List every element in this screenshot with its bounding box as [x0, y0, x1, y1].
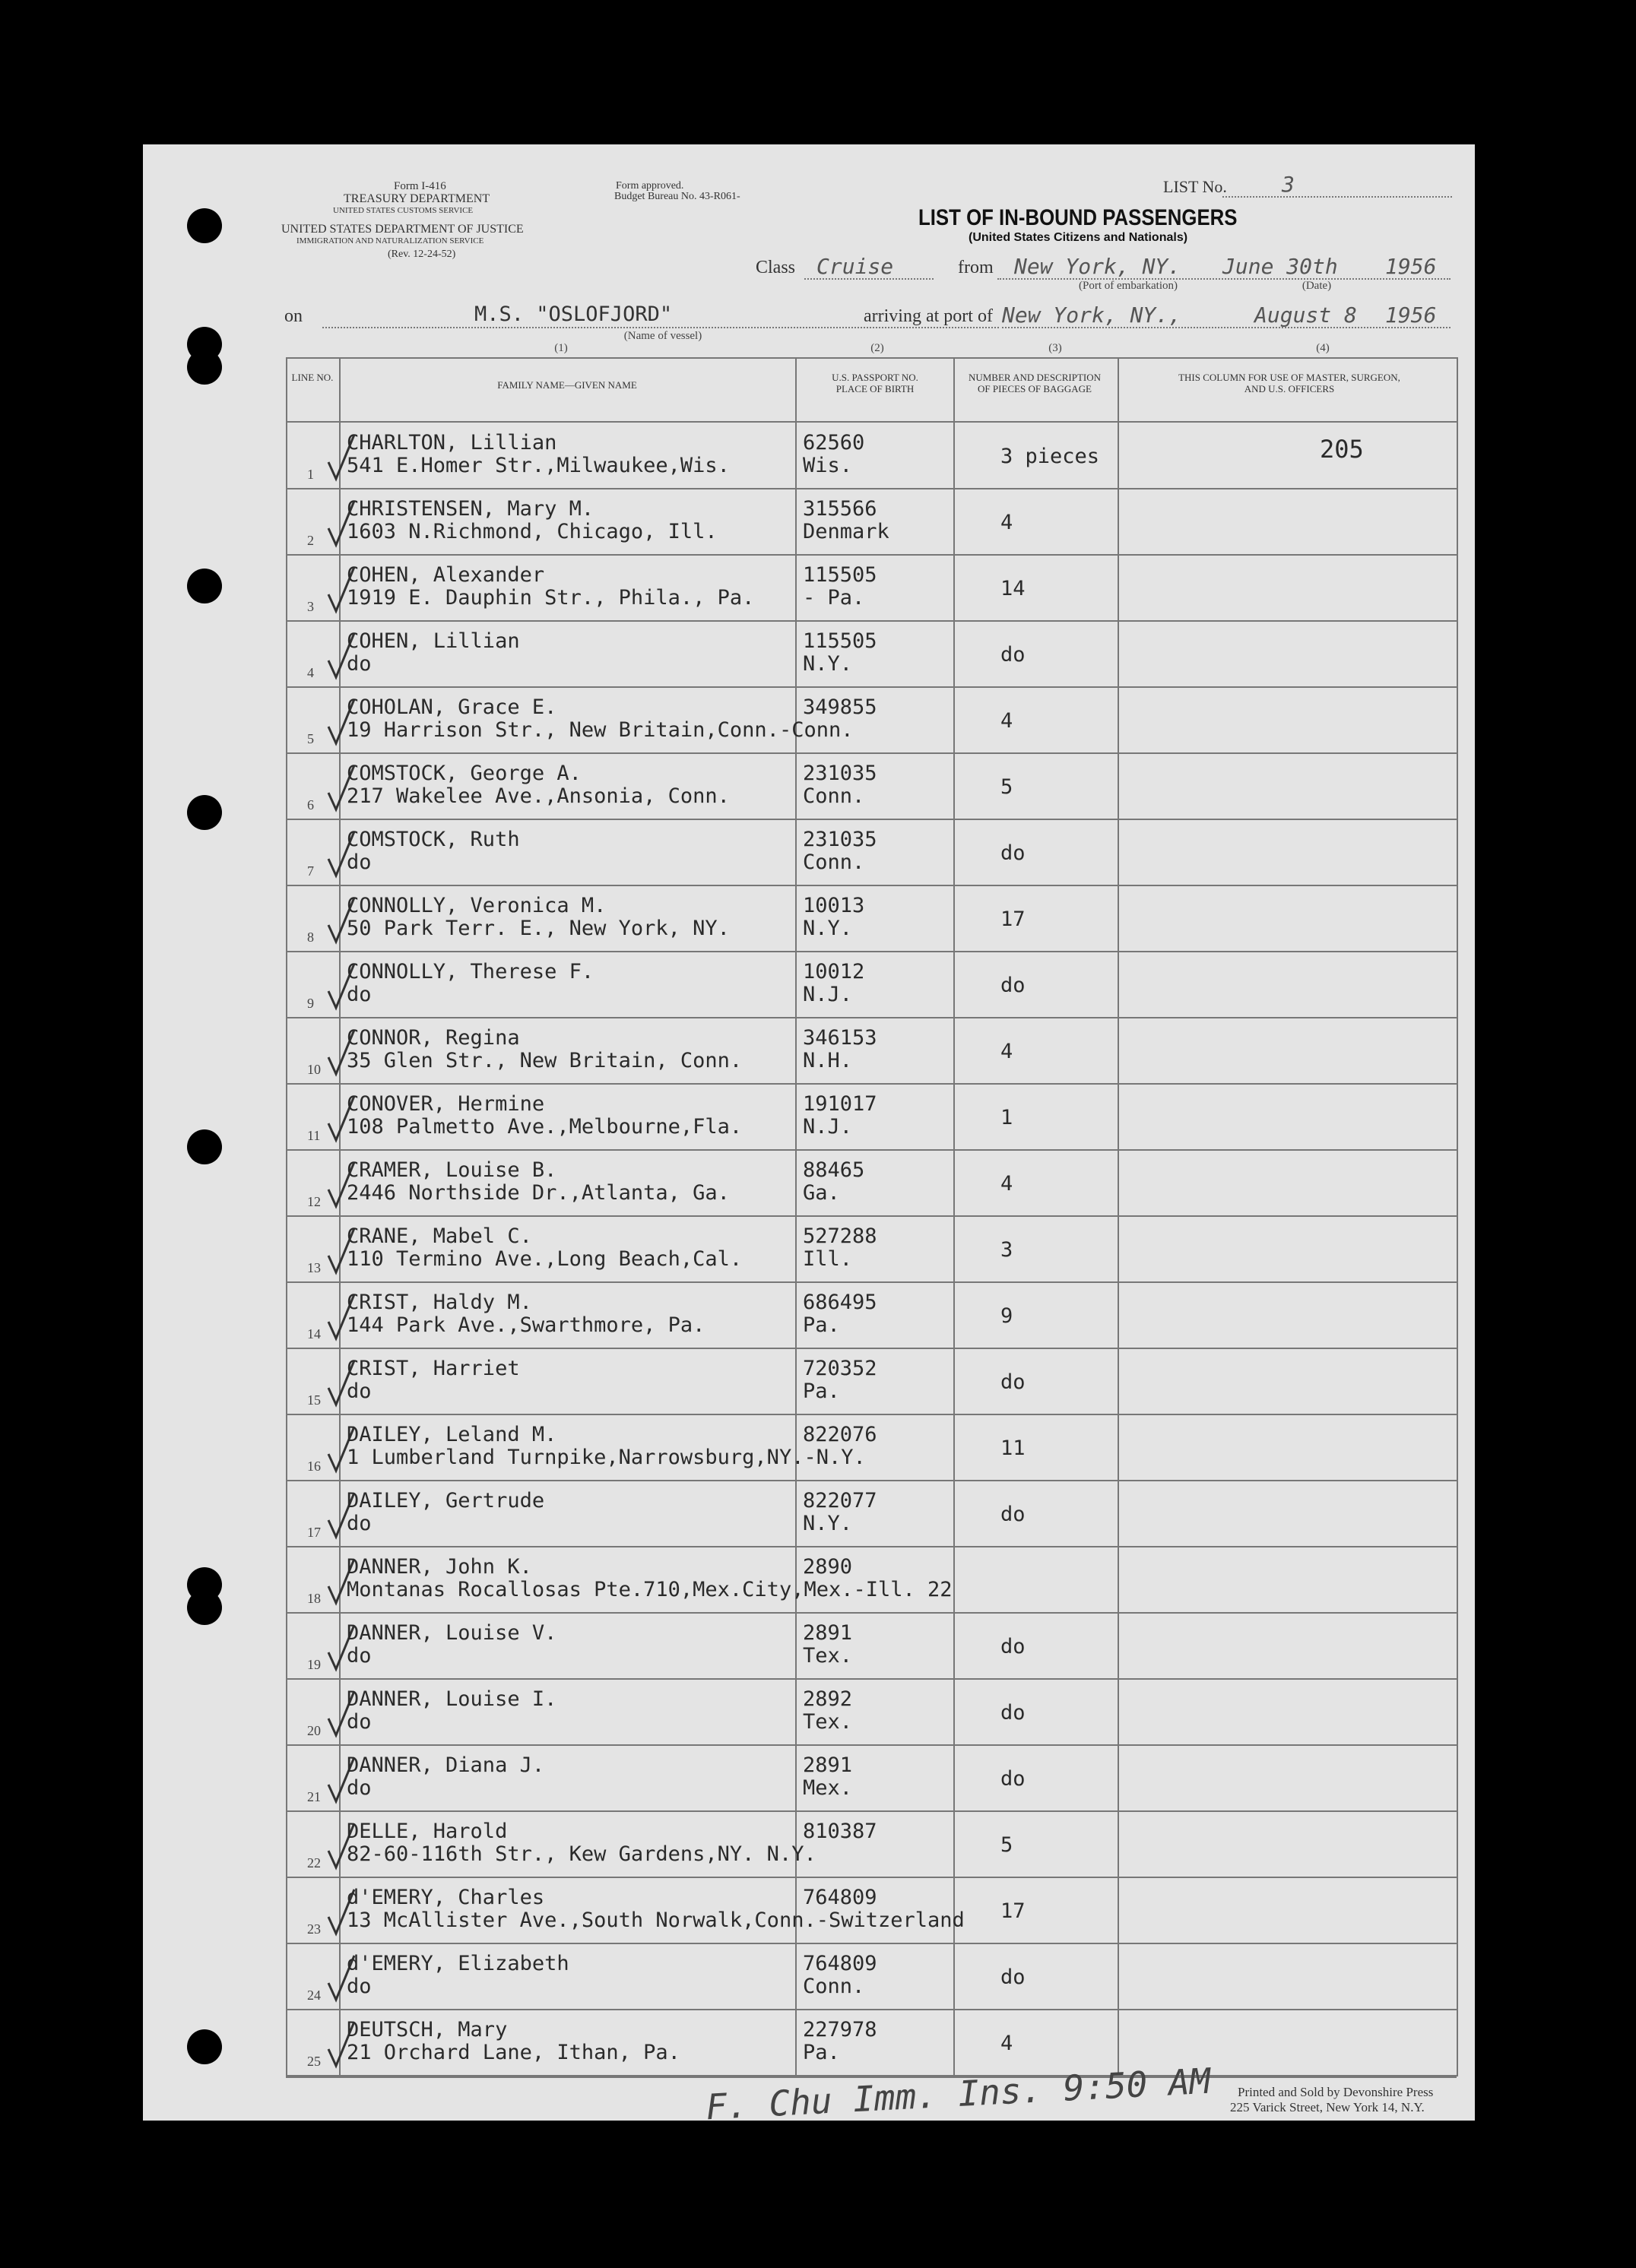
passenger-address: 1603 N.Richmond, Chicago, Ill.	[347, 520, 718, 543]
row-line-no: 18	[307, 1591, 321, 1606]
passport-number: 822077	[803, 1489, 877, 1513]
passport-number: 2890	[803, 1555, 853, 1579]
passenger-address: 1 Lumberland Turnpike,Narrowsburg,NY.-N.Y.	[347, 1446, 866, 1469]
vessel-dots	[322, 327, 999, 328]
passport-number: 349855	[803, 695, 877, 719]
row-line-no: 16	[307, 1459, 321, 1474]
row-line-no: 19	[307, 1657, 321, 1672]
table-row	[286, 489, 1457, 555]
date-caption: (Date)	[1302, 280, 1332, 292]
vessel-name: M.S. "OSLOFJORD"	[474, 303, 673, 326]
list-underline	[1222, 196, 1452, 198]
row-line-no: 9	[307, 996, 314, 1011]
baggage-count: do	[1000, 974, 1026, 997]
baggage-count: 5	[1000, 775, 1013, 799]
row-line-no: 6	[307, 797, 314, 812]
passenger-name: DANNER, John K.	[347, 1555, 532, 1579]
row-line-no: 3	[307, 599, 314, 614]
row-line-no: 24	[307, 1988, 321, 2003]
passenger-address: do	[347, 1379, 372, 1403]
col-passport: U.S. PASSPORT NO. PLACE OF BIRTH	[832, 372, 918, 394]
table-row	[286, 1613, 1457, 1679]
caption-4: (4)	[1316, 342, 1330, 354]
passport-number: 10012	[803, 960, 865, 984]
page-subtitle: (United States Citizens and Nationals)	[969, 231, 1188, 244]
baggage-count: 11	[1000, 1437, 1026, 1460]
caption-2: (2)	[870, 342, 884, 354]
passenger-name: CHARLTON, Lillian	[347, 431, 557, 455]
col-line-no: LINE NO.	[291, 372, 334, 383]
budget-bureau: Budget Bureau No. 43-R061-	[614, 191, 740, 202]
table-row	[286, 885, 1457, 952]
passenger-name: CONNOR, Regina	[347, 1026, 520, 1050]
row-line-no: 17	[307, 1525, 321, 1540]
row-line-no: 1	[307, 467, 314, 482]
baggage-count: 3	[1000, 1238, 1013, 1262]
passport-number: 315566	[803, 497, 877, 521]
table-row	[286, 1150, 1457, 1216]
passenger-address: do	[347, 983, 372, 1006]
passenger-name: DAILEY, Gertrude	[347, 1489, 545, 1513]
passenger-address: do	[347, 1644, 372, 1668]
passport-number: 346153	[803, 1026, 877, 1050]
passenger-address: 13 McAllister Ave.,South Norwalk,Conn.-Switzerland	[347, 1908, 965, 1932]
row-line-no: 23	[307, 1921, 321, 1937]
baggage-count: 5	[1000, 1833, 1013, 1857]
arrival-date: August 8	[1254, 303, 1357, 328]
passport-number: 2891	[803, 1621, 853, 1645]
row-line-no: 10	[307, 1062, 321, 1077]
passenger-address: do	[347, 1975, 372, 1998]
passport-number: 764809	[803, 1886, 877, 1909]
table-row	[286, 1348, 1457, 1414]
passenger-table	[286, 357, 1457, 2076]
officer-note: 205	[1320, 435, 1364, 464]
table-row	[286, 1943, 1457, 2010]
list-number: 3	[1282, 172, 1295, 197]
passport-number: 764809	[803, 1952, 877, 1975]
table-row	[286, 1547, 1457, 1613]
passport-number: 191017	[803, 1092, 877, 1116]
printer-line-1: Printed and Sold by Devonshire Press	[1238, 2085, 1434, 2099]
passenger-name: d'EMERY, Elizabeth	[347, 1952, 569, 1975]
row-line-no: 7	[307, 863, 314, 879]
table-row	[286, 1282, 1457, 1348]
class-value: Cruise	[816, 254, 894, 279]
table-row	[286, 753, 1457, 819]
row-line-no: 13	[307, 1260, 321, 1275]
passport-number: 115505	[803, 563, 877, 587]
passenger-name: DANNER, Louise V.	[347, 1621, 557, 1645]
passport-number: 231035	[803, 762, 877, 785]
customs-service: UNITED STATES CUSTOMS SERVICE	[333, 206, 474, 215]
table-row	[286, 2010, 1457, 2076]
table-row	[286, 1679, 1457, 1745]
binder-hole	[187, 350, 222, 385]
table-row	[286, 423, 1457, 489]
passenger-address: 541 E.Homer Str.,Milwaukee,Wis.	[347, 454, 730, 477]
passenger-address: 82-60-116th Str., Kew Gardens,NY. N.Y.	[347, 1842, 816, 1866]
passport-number: 720352	[803, 1357, 877, 1380]
passenger-address: 50 Park Terr. E., New York, NY.	[347, 917, 730, 940]
passenger-name: DAILEY, Leland M.	[347, 1423, 557, 1446]
departure-date: June 30th	[1222, 254, 1338, 279]
table-row	[286, 1084, 1457, 1150]
passenger-name: CRIST, Haldy M.	[347, 1291, 532, 1314]
passenger-address: 108 Palmetto Ave.,Melbourne,Fla.	[347, 1115, 743, 1139]
passenger-address: do	[347, 1512, 372, 1535]
arrival-port: New York, NY.,	[1002, 303, 1182, 328]
birthplace: N.Y.	[803, 917, 853, 940]
table-row	[286, 621, 1457, 687]
class-label: Class	[756, 258, 796, 277]
baggage-count: do	[1000, 1635, 1026, 1658]
list-label: LIST No.	[1163, 177, 1227, 196]
birthplace: Conn.	[803, 1975, 865, 1998]
birthplace: Conn.	[803, 850, 865, 874]
manifest-page	[143, 144, 1475, 2128]
baggage-count: 4	[1000, 709, 1013, 733]
passenger-name: COMSTOCK, George A.	[347, 762, 582, 785]
row-line-no: 22	[307, 1855, 321, 1870]
baggage-count: 1	[1000, 1106, 1013, 1129]
passenger-name: DANNER, Diana J.	[347, 1753, 545, 1777]
binder-hole	[187, 1590, 222, 1625]
passport-number: 115505	[803, 629, 877, 653]
birthplace: N.Y.	[803, 1512, 853, 1535]
birthplace: Tex.	[803, 1710, 853, 1734]
binder-hole	[187, 569, 222, 603]
baggage-count: 4	[1000, 1172, 1013, 1196]
embarkation-port: New York, NY.	[1014, 254, 1181, 279]
baggage-count: do	[1000, 1965, 1026, 1989]
row-line-no: 12	[307, 1194, 321, 1209]
passenger-name: CRANE, Mabel C.	[347, 1224, 532, 1248]
baggage-count: do	[1000, 1701, 1026, 1725]
baggage-count: do	[1000, 841, 1026, 865]
table-row	[286, 952, 1457, 1018]
passenger-name: DEUTSCH, Mary	[347, 2018, 508, 2042]
baggage-count: 3 pieces	[1000, 445, 1100, 468]
row-line-no: 4	[307, 665, 314, 680]
birthplace: Ga.	[803, 1181, 840, 1205]
row-line-no: 14	[307, 1326, 321, 1341]
baggage-count: do	[1000, 1767, 1026, 1791]
baggage-count: do	[1000, 1370, 1026, 1394]
col-officers: THIS COLUMN FOR USE OF MASTER, SURGEON, AND U.S. OFFICERS	[1178, 372, 1400, 394]
justice-dept: UNITED STATES DEPARTMENT OF JUSTICE	[281, 223, 524, 236]
birthplace: Denmark	[803, 520, 889, 543]
table-row	[286, 1811, 1457, 1877]
passenger-name: DANNER, Louise I.	[347, 1687, 557, 1711]
passenger-name: COHOLAN, Grace E.	[347, 695, 557, 719]
passenger-address: 217 Wakelee Ave.,Ansonia, Conn.	[347, 784, 730, 808]
passport-number: 88465	[803, 1158, 865, 1182]
baggage-count: 4	[1000, 1040, 1013, 1063]
binder-hole	[187, 208, 222, 243]
birthplace: Conn.	[803, 784, 865, 808]
birthplace: Pa.	[803, 1379, 840, 1403]
arriving-label: arriving at port of	[864, 306, 993, 326]
row-line-no: 25	[307, 2054, 321, 2069]
birthplace: N.Y.	[803, 652, 853, 676]
col-baggage: NUMBER AND DESCRIPTION OF PIECES OF BAGGAGE	[968, 372, 1102, 394]
table-row	[286, 1414, 1457, 1481]
baggage-count: 14	[1000, 577, 1026, 600]
baggage-count: 17	[1000, 908, 1026, 931]
baggage-count: do	[1000, 1503, 1026, 1526]
passenger-name: CRIST, Harriet	[347, 1357, 520, 1380]
row-line-no: 5	[307, 731, 314, 746]
passenger-address: Montanas Rocallosas Pte.710,Mex.City,Mex.-Ill. 22	[347, 1578, 953, 1601]
birthplace: Mex.	[803, 1776, 853, 1800]
passenger-address: do	[347, 1710, 372, 1734]
table-row	[286, 555, 1457, 621]
on-label: on	[284, 306, 303, 326]
passport-number: 2892	[803, 1687, 853, 1711]
form-approved: Form approved.	[616, 180, 684, 192]
birthplace: Pa.	[803, 1313, 840, 1337]
passenger-name: CONNOLLY, Therese F.	[347, 960, 594, 984]
birthplace: Ill.	[803, 1247, 853, 1271]
passport-number: 227978	[803, 2018, 877, 2042]
passport-number: 527288	[803, 1224, 877, 1248]
passenger-address: do	[347, 652, 372, 676]
birthplace: Pa.	[803, 2041, 840, 2064]
port-caption: (Port of embarkation)	[1079, 280, 1178, 292]
form-number: Form I-416	[394, 180, 446, 192]
row-line-no: 8	[307, 930, 314, 945]
row-line-no: 11	[307, 1128, 321, 1143]
table-row	[286, 1745, 1457, 1811]
passenger-name: COHEN, Lillian	[347, 629, 520, 653]
birthplace: N.J.	[803, 1115, 853, 1139]
birthplace: N.H.	[803, 1049, 853, 1072]
form-revision: (Rev. 12-24-52)	[388, 249, 456, 260]
passenger-name: CRAMER, Louise B.	[347, 1158, 557, 1182]
passenger-name: CONOVER, Hermine	[347, 1092, 545, 1116]
baggage-count: 17	[1000, 1899, 1026, 1923]
caption-3: (3)	[1048, 342, 1062, 354]
passenger-address: do	[347, 850, 372, 874]
table-row	[286, 1216, 1457, 1282]
passport-number: 2891	[803, 1753, 853, 1777]
passenger-address: 19 Harrison Str., New Britain,Conn.-Conn.	[347, 718, 854, 742]
binder-hole	[187, 1129, 222, 1164]
col-name: FAMILY NAME—GIVEN NAME	[497, 379, 637, 391]
baggage-count: 4	[1000, 2032, 1013, 2055]
table-row	[286, 1877, 1457, 1943]
passenger-address: 1919 E. Dauphin Str., Phila., Pa.	[347, 586, 755, 610]
page-title: LIST OF IN-BOUND PASSENGERS	[918, 205, 1238, 230]
binder-hole	[187, 2029, 222, 2064]
passport-number: 10013	[803, 894, 865, 917]
passenger-name: d'EMERY, Charles	[347, 1886, 545, 1909]
passenger-name: COHEN, Alexander	[347, 563, 545, 587]
table-row	[286, 1481, 1457, 1547]
table-row	[286, 687, 1457, 753]
treasury-dept: TREASURY DEPARTMENT	[344, 192, 490, 205]
passenger-name: COMSTOCK, Ruth	[347, 828, 520, 851]
passport-number: 686495	[803, 1291, 877, 1314]
baggage-count: do	[1000, 643, 1026, 667]
birthplace: - Pa.	[803, 586, 865, 610]
caption-1: (1)	[554, 342, 568, 354]
passenger-address: 110 Termino Ave.,Long Beach,Cal.	[347, 1247, 743, 1271]
passport-number: 62560	[803, 431, 865, 455]
passenger-name: CONNOLLY, Veronica M.	[347, 894, 607, 917]
table-row	[286, 819, 1457, 885]
binder-hole	[187, 795, 222, 830]
birthplace: N.J.	[803, 983, 853, 1006]
passenger-name: CHRISTENSEN, Mary M.	[347, 497, 594, 521]
passenger-name: DELLE, Harold	[347, 1820, 508, 1843]
row-line-no: 2	[307, 533, 314, 548]
baggage-count: 9	[1000, 1304, 1013, 1328]
passenger-address: 35 Glen Str., New Britain, Conn.	[347, 1049, 743, 1072]
passenger-address: 144 Park Ave.,Swarthmore, Pa.	[347, 1313, 705, 1337]
row-line-no: 20	[307, 1723, 321, 1738]
vessel-caption: (Name of vessel)	[623, 330, 702, 342]
ins-service: IMMIGRATION AND NATURALIZATION SERVICE	[296, 236, 484, 245]
birthplace: Wis.	[803, 454, 853, 477]
printer-line-2: 225 Varick Street, New York 14, N.Y.	[1230, 2100, 1425, 2114]
row-line-no: 15	[307, 1392, 321, 1408]
arrival-year: 1956	[1385, 303, 1437, 328]
table-row	[286, 1018, 1457, 1084]
passenger-address: 2446 Northside Dr.,Atlanta, Ga.	[347, 1181, 730, 1205]
birthplace: Tex.	[803, 1644, 853, 1668]
baggage-count: 4	[1000, 511, 1013, 534]
passport-number: 822076	[803, 1423, 877, 1446]
passenger-address: do	[347, 1776, 372, 1800]
row-line-no: 21	[307, 1789, 321, 1804]
departure-year: 1956	[1385, 254, 1437, 279]
passport-number: 231035	[803, 828, 877, 851]
from-label: from	[958, 258, 994, 277]
passenger-address: 21 Orchard Lane, Ithan, Pa.	[347, 2041, 680, 2064]
inspector-signature: F. Chu Imm. Ins. 9:50 AM	[705, 2060, 1212, 2128]
passport-number: 810387	[803, 1820, 877, 1843]
